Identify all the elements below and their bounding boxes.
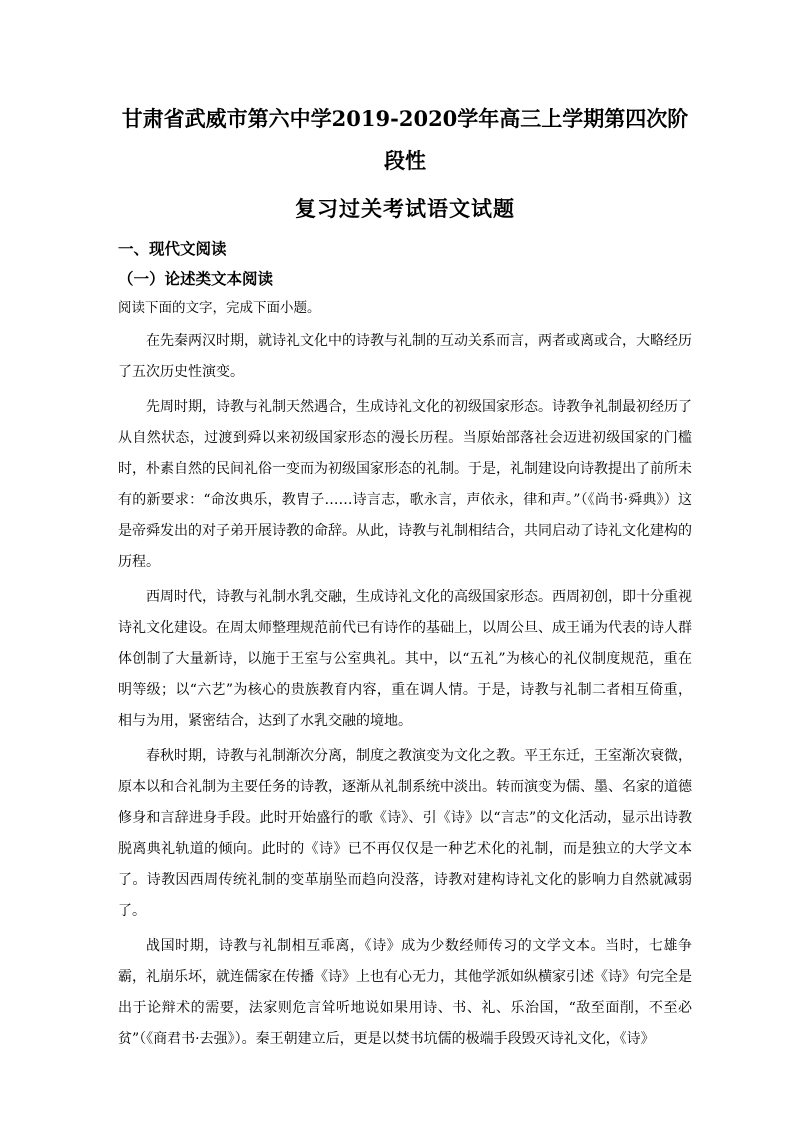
subsection-heading: （一）论述类文本阅读: [118, 270, 274, 288]
body-paragraph: 战国时期，诗教与礼制相互乖离，《诗》成为少数经师传习的文学文本。当时，七雄争霸，礼崩乐坏，就连儒家在传播《诗》上也有心无力，其他学派如纵横家引述《诗》句完全是出于论辩术的需要，法家则危言耸听地说如果用诗、书、礼、乐治国，“敌至面削，不至必贫”（《商君书·去强》）。秦王朝建立后，更是以焚书坑儒的极端手段毁灭诗礼文化，《诗》: [118, 938, 692, 1047]
section-heading: 一、现代文阅读: [118, 240, 227, 258]
body-paragraph: 在先秦两汉时期，就诗礼文化中的诗教与礼制的互动关系而言，两者或离或合，大略经历了五次历史性演变。: [118, 333, 692, 380]
body-paragraph: 先周时期，诗教与礼制天然遇合，生成诗礼文化的初级国家形态。诗教争礼制最初经历了从自然状态，过渡到舜以来初级国家形态的漫长历程。当原始部落社会迈进初级国家的门槛时，朴素自然的民间礼俗一变而为初级国家形态的礼制。于是，礼制建设向诗教提出了前所未有的新要求：“命汝典乐，教胄子……诗言志，歌永言，声依永，律和声。”（《尚书·舜典》）这是帝舜发出的对子弟开展诗教的命辞。从此，诗教与礼制相结合，共同启动了诗礼文化建构的历程。: [118, 399, 692, 570]
document-title-line2: 段性: [384, 148, 426, 173]
body-paragraph: 春秋时期，诗教与礼制渐次分离，制度之教演变为文化之教。平王东迁，王室渐次衰微，原本以和合礼制为主要任务的诗教，逐渐从礼制系统中淡出。转而演变为儒、墨、名家的道德修身和言辞进身手段。此时开始盛行的歌《诗》、引《诗》以“言志”的文化活动，显示出诗教脱离典礼轨道的倾向。此时的《诗》已不再仅仅是一种艺术化的礼制，而是独立的大学文本了。诗教因西周传统礼制的变革崩坠而趋向没落，诗教对建构诗礼文化的影响力自然就减弱了。: [118, 748, 692, 919]
body-paragraph: 西周时代，诗教与礼制水乳交融，生成诗礼文化的高级国家形态。西周初创，即十分重视诗礼文化建设。在周太师整理规范前代已有诗作的基础上，以周公旦、成王诵为代表的诗人群体创制了大量新诗，以施于王室与公室典礼。其中，以“五礼”为核心的礼仪制度规范，重在明等级；以“六艺”为核心的贵族教育内容，重在调人情。于是，诗教与礼制二者相互倚重，相与为用，紧密结合，达到了水乳交融的境地。: [118, 589, 692, 729]
document-title-line1: 甘肃省武威市第六中学2019-2020学年高三上学期第四次阶: [121, 106, 689, 131]
document-title-line3: 复习过关考试语文试题: [295, 196, 515, 221]
reading-instruction: 阅读下面的文字，完成下面小题。: [118, 300, 321, 316]
